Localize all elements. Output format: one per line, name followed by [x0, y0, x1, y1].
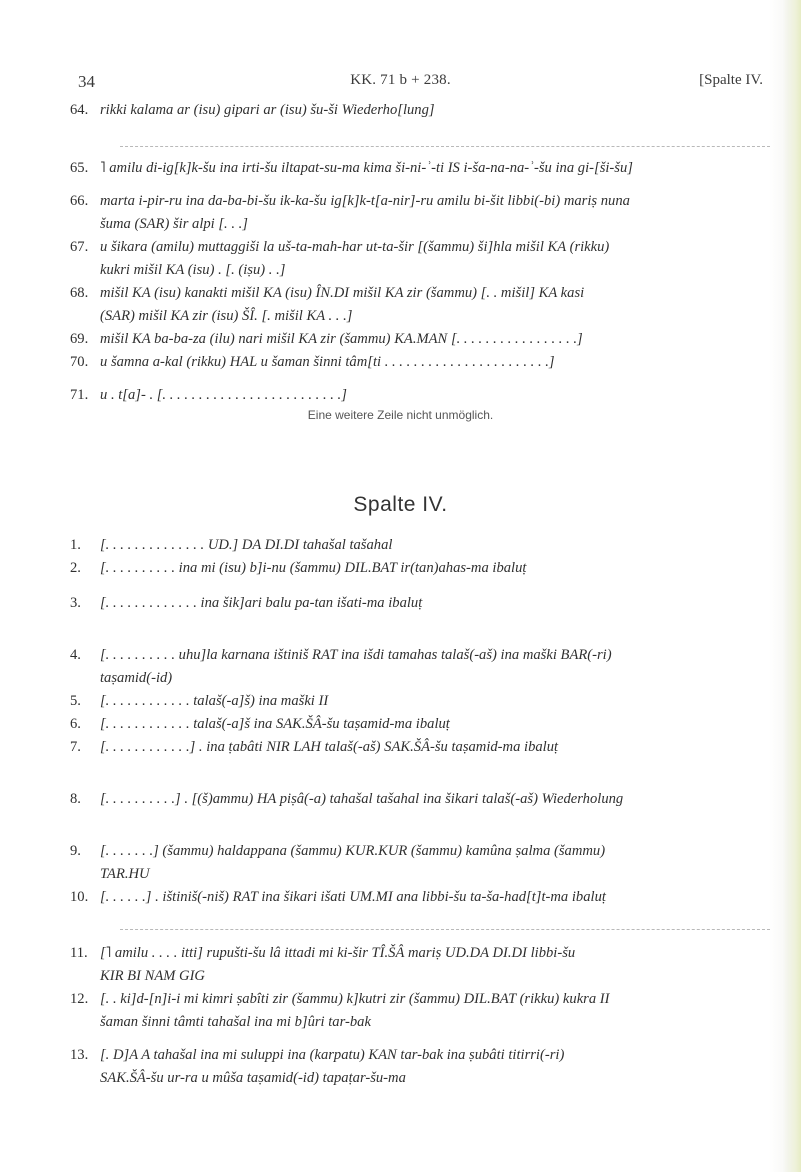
text-line	[70, 351, 770, 373]
line-text: TAR.HU	[100, 866, 150, 882]
line-text: šaman šinni tâmti tahašal ina mi b]ûri tar-bak	[100, 1014, 371, 1030]
text-line	[70, 557, 770, 579]
line-number: 6.	[70, 716, 81, 732]
line-number: 66.	[70, 193, 89, 209]
line-text: u šamna a-kal (rikku) HAL u šaman šinni tâm[ti . . . . . . . . . . . . . . . . . . . . . . .]	[100, 354, 555, 370]
text-line	[70, 157, 770, 179]
line-text: [. . . . . . . . . . ina mi (isu) b]i-nu (šammu) DIL.BAT ir(tan)ahas-ma ibaluṭ	[100, 560, 527, 576]
text-line	[70, 942, 770, 964]
text-line	[70, 788, 770, 810]
separator-rule	[120, 929, 770, 930]
text-line-continued	[100, 1011, 800, 1033]
line-text: kukri mišil KA (isu) . [. (iṣu) . .]	[100, 262, 286, 278]
text-line	[70, 236, 770, 258]
text-line-continued	[100, 1067, 800, 1089]
text-line	[70, 988, 770, 1010]
text-line-continued	[100, 259, 800, 281]
line-text: (SAR) mišil KA zir (isu) ŠÎ. [. mišil KA . . .]	[100, 308, 353, 324]
line-text: [. . . . . . .] (šammu) haldappana (šammu) KUR.KUR (šammu) kamûna ṣalma (šammu)	[100, 843, 606, 859]
line-text: [. . . . . . . . . .] . [(š)ammu) HA piṣâ(-a) tahašal tašahal ina šikari talaš(-aš) Wiederholung	[100, 791, 624, 807]
editorial-note: Eine weitere Zeile nicht unmöglich.	[307, 408, 494, 422]
line-number: 3.	[70, 595, 81, 611]
text-line	[70, 99, 770, 121]
line-number: 65.	[70, 160, 89, 176]
text-line	[70, 282, 770, 304]
line-number: 68.	[70, 285, 89, 301]
line-number: 7.	[70, 739, 81, 755]
line-number: 9.	[70, 843, 81, 859]
line-text: u šikara (amilu) muttaggiši la uš-ta-mah-har ut-ta-šir [(šammu) ši]hla mišil KA (rikku)	[100, 239, 610, 255]
line-text: [. . . . . .] . ištiniš(-niš) RAT ina šikari išati UM.MI ana libbi-šu ta-ša-had[t]t-ma ibaluṭ	[100, 889, 606, 905]
line-text: [. . . . . . . . . . . . talaš(-a]š ina SAK.ŠÂ-šu taṣamid-ma ibaluṭ	[100, 716, 450, 732]
line-text: mišil KA ba-ba-za (ilu) nari mišil KA zir (šammu) KA.MAN [. . . . . . . . . . . . . . . . .]	[100, 331, 583, 347]
line-text: KIR BI NAM GIG	[100, 968, 205, 984]
text-line-continued	[100, 965, 800, 987]
text-line	[70, 1044, 770, 1066]
text-line	[70, 328, 770, 350]
line-number: 4.	[70, 647, 81, 663]
line-text: [. . . . . . . . . . uhu]la karnana ištiniš RAT ina išdi tamahas talaš(-aš) ina maški BAR(-ri)	[100, 647, 612, 663]
line-number: 11.	[70, 945, 88, 961]
line-text: rikki kalama ar (isu) gipari ar (isu) šu-ši Wiederho[lung]	[100, 102, 435, 118]
text-line	[70, 713, 770, 735]
line-number: 64.	[70, 102, 89, 118]
text-line-continued	[100, 667, 800, 689]
line-text: marta i-pir-ru ina da-ba-bi-šu ik-ka-šu ig[k]k-t[a-nir]-ru amilu bi-šit libbi(-bi) mariṣ nuna	[100, 193, 630, 209]
line-text: [. . ki]d-[n]i-i mi kimri ṣabîti zir (šammu) k]kutri zir (šammu) DIL.BAT (rikku) kukra II	[100, 991, 610, 1007]
header-column: [Spalte IV.	[699, 72, 763, 88]
line-text: SAK.ŠÂ-šu ur-ra u mûša taṣamid(-id) tapaṭar-šu-ma	[100, 1070, 406, 1086]
text-line	[70, 384, 770, 406]
line-number: 70.	[70, 354, 89, 370]
text-line	[70, 690, 770, 712]
line-number: 13.	[70, 1047, 89, 1063]
line-number: 67.	[70, 239, 89, 255]
line-text: ˥ amilu di-ig[k]k-šu ina irti-šu iltapat-su-ma kima ši-ni-ʾ-ti IS i-ša-na-na-ʾ-šu ina gi-[ši-šu]	[100, 160, 633, 176]
text-line	[70, 644, 770, 666]
line-number: 2.	[70, 560, 81, 576]
text-line-continued	[100, 863, 800, 885]
line-text: [. . . . . . . . . . . . . . UD.] DA DI.DI tahašal tašahal	[100, 537, 393, 553]
line-text: [˥ amilu . . . . itti] rupušti-šu lâ ittadi mi ki-šir TÎ.ŠÂ mariṣ UD.DA DI.DI libbi-šu	[100, 945, 576, 961]
line-number: 10.	[70, 889, 89, 905]
line-text: [. . . . . . . . . . . .] . ina ṭabâti NIR LAH talaš(-aš) SAK.ŠÂ-šu taṣamid-ma ibaluṭ	[100, 739, 559, 755]
line-text: taṣamid(-id)	[100, 670, 173, 686]
line-number: 1.	[70, 537, 81, 553]
line-text: šuma (SAR) šir alpi [. . .]	[100, 216, 248, 232]
text-line	[70, 886, 770, 908]
section-heading: Spalte IV.	[353, 493, 448, 516]
text-line	[70, 592, 770, 614]
text-line	[70, 190, 770, 212]
page-edge	[783, 0, 801, 1172]
separator-rule	[120, 146, 770, 147]
text-line	[70, 534, 770, 556]
header-reference: KK. 71 b + 238.	[350, 72, 451, 88]
line-number: 69.	[70, 331, 89, 347]
line-text: mišil KA (isu) kanakti mišil KA (isu) ÎN.DI mišil KA zir (šammu) [. . mišil] KA kasi	[100, 285, 585, 301]
line-number: 71.	[70, 387, 89, 403]
line-number: 5.	[70, 693, 81, 709]
line-text: u . t[a]- . [. . . . . . . . . . . . . . . . . . . . . . . . .]	[100, 387, 347, 403]
text-line-continued	[100, 305, 800, 327]
line-text: [. . . . . . . . . . . . . ina šik]ari balu pa-tan išati-ma ibaluṭ	[100, 595, 423, 611]
line-number: 8.	[70, 791, 81, 807]
text-line	[70, 736, 770, 758]
text-line-continued	[100, 213, 800, 235]
page-number: 34	[78, 72, 95, 91]
text-line	[70, 840, 770, 862]
line-text: [. . . . . . . . . . . . talaš(-a]š) ina maški II	[100, 693, 329, 709]
line-number: 12.	[70, 991, 89, 1007]
line-text: [. D]A A tahašal ina mi suluppi ina (karpatu) KAN tar-bak ina ṣubâti titirri(-ri)	[100, 1047, 565, 1063]
